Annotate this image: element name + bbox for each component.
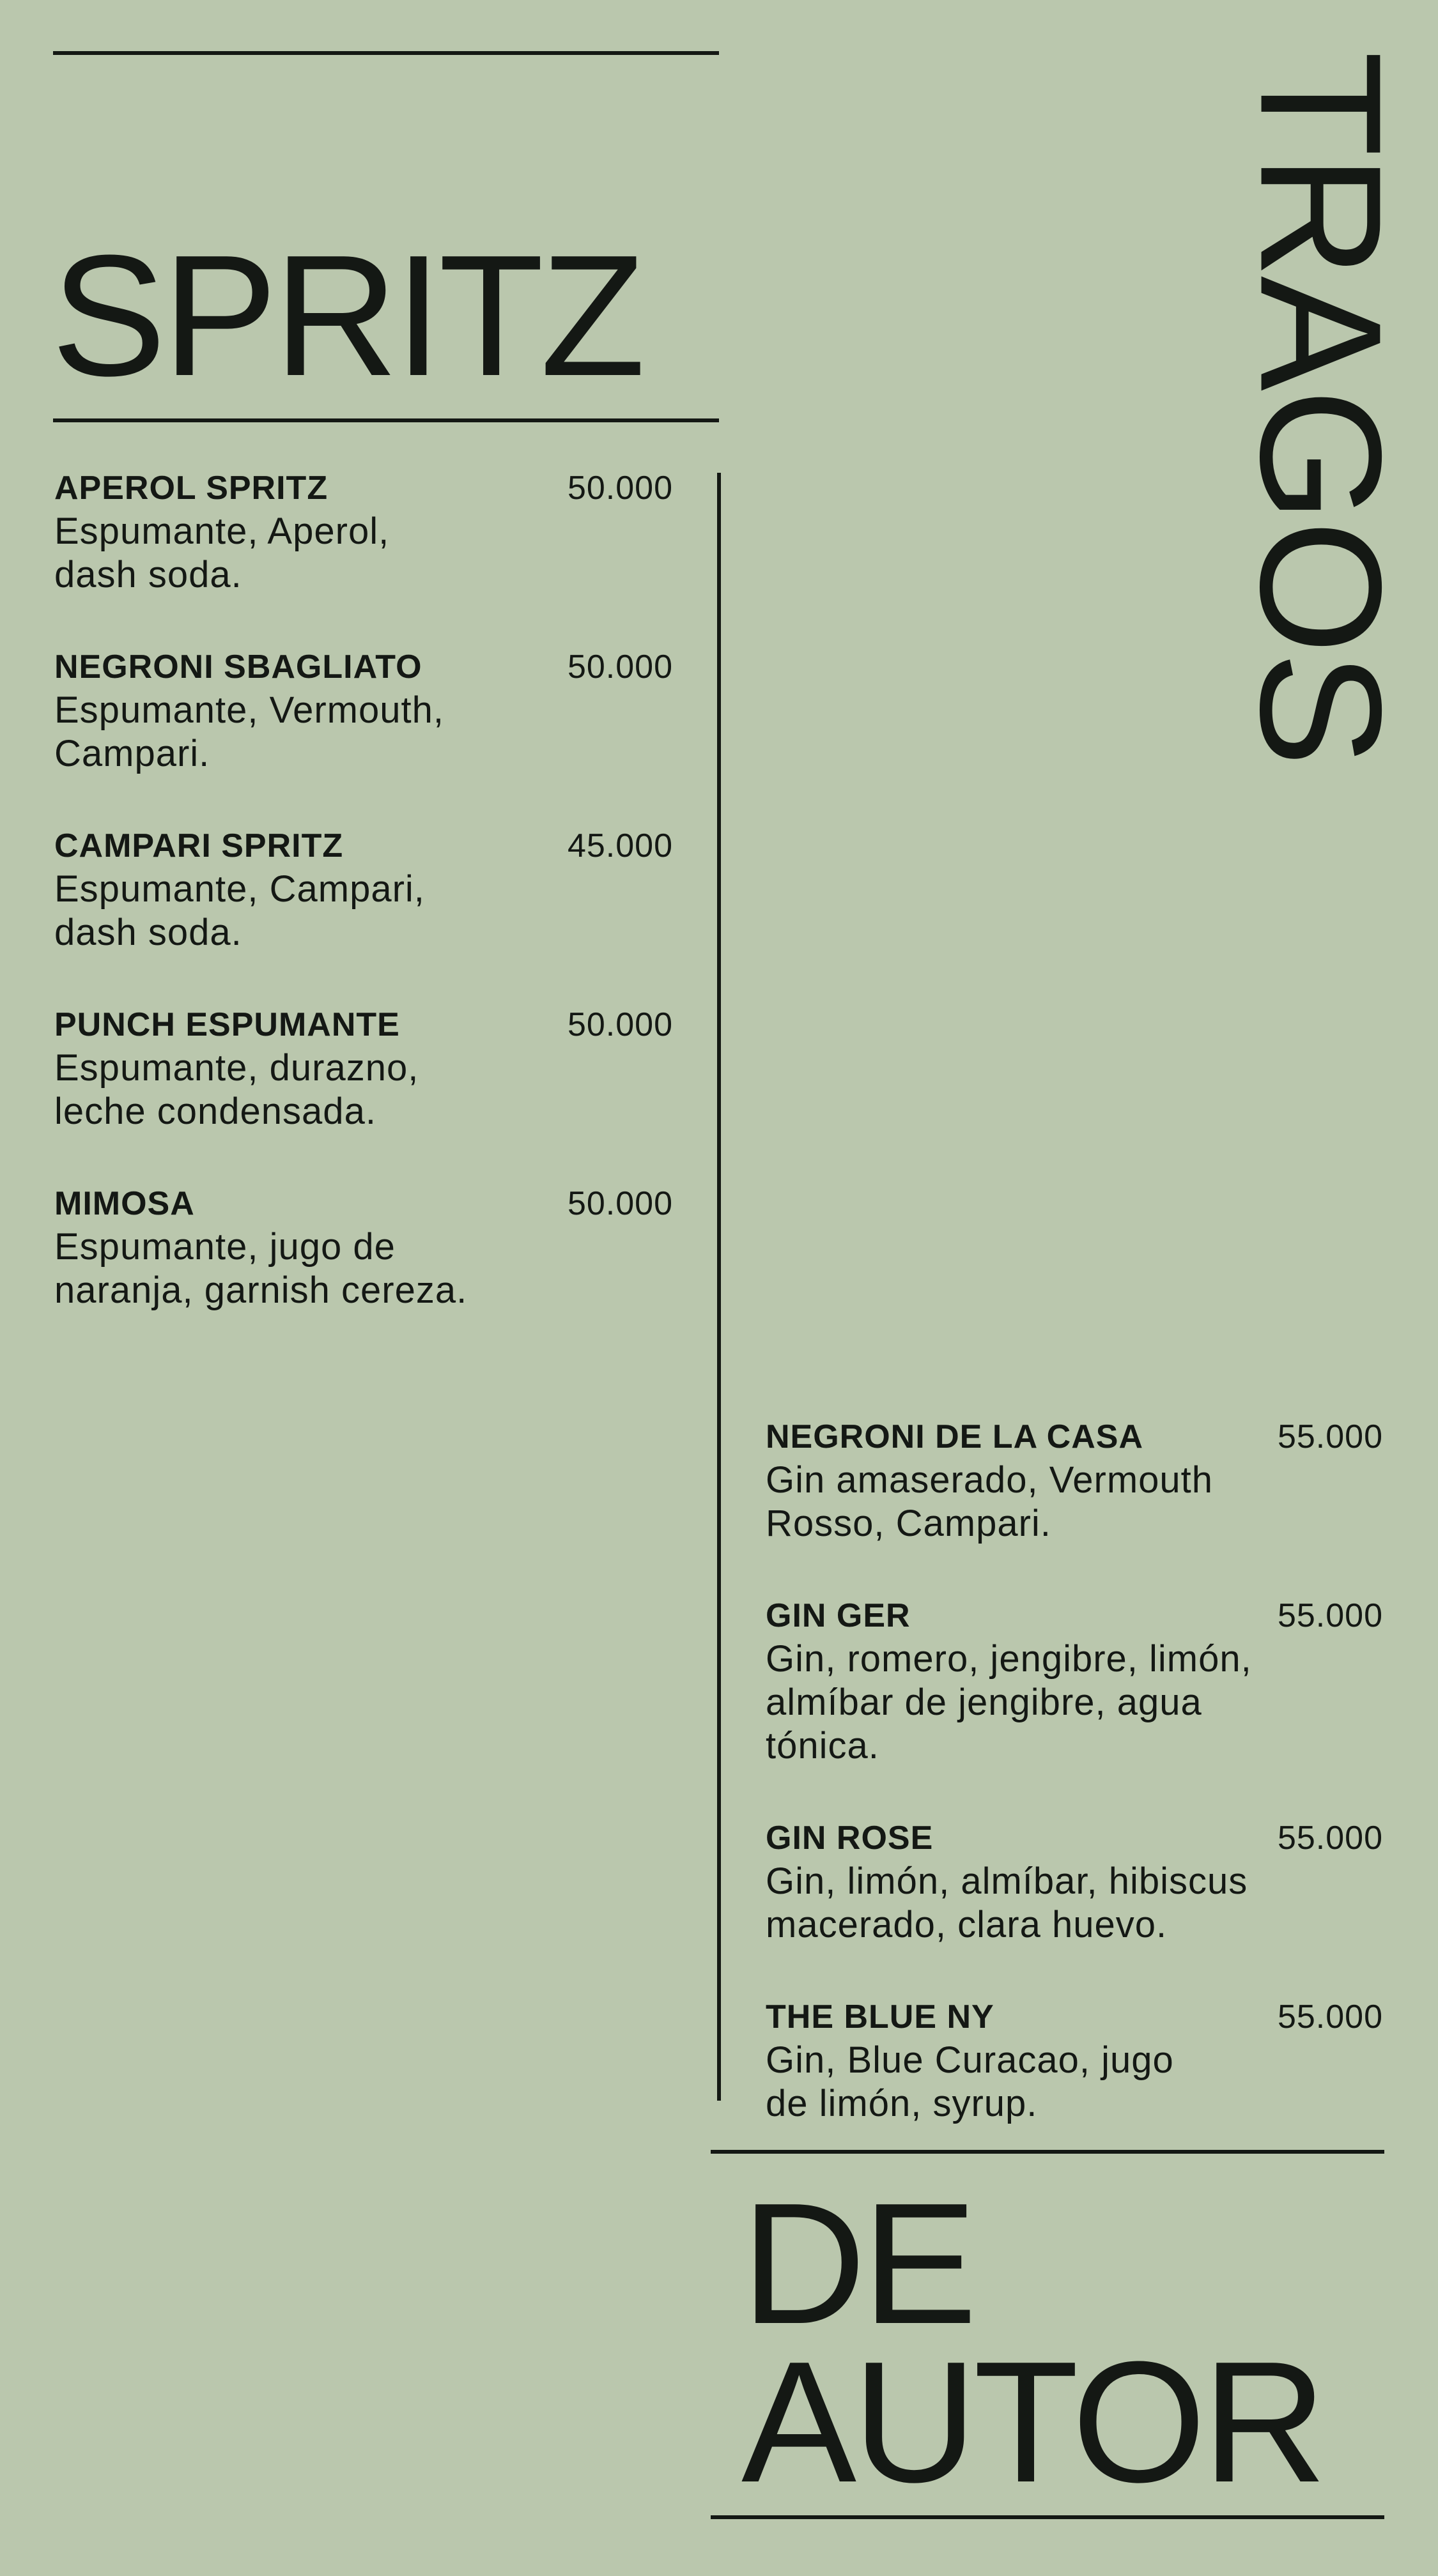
menu-item-negroni-sbagliato: [54, 645, 693, 776]
menu-item-campari-spritz: [54, 824, 693, 954]
item-name: THE BLUE NY: [766, 1998, 994, 2035]
de-autor-section-title: [741, 2168, 1324, 2519]
item-description: Espumante, jugo de naranja, garnish cereza.: [54, 1226, 468, 1311]
item-description: Gin, romero, jengibre, limón, almíbar de jengibre, agua tónica.: [766, 1638, 1252, 1767]
item-price: 55.000: [1277, 1998, 1383, 2035]
item-price: 50.000: [567, 648, 673, 686]
item-price: 50.000: [567, 470, 673, 507]
item-description: Gin, Blue Curacao, jugo de limón, syrup.: [766, 2039, 1174, 2124]
item-description: Gin amaserado, Vermouth Rosso, Campari.: [766, 1459, 1214, 1544]
item-name: APEROL SPRITZ: [54, 470, 329, 507]
item-name: NEGRONI SBAGLIATO: [54, 648, 422, 686]
item-price: 55.000: [1277, 1418, 1383, 1455]
de-autor-title-line2: AUTOR: [741, 2326, 1324, 2519]
spritz-bottom-rule: [53, 418, 719, 422]
column-divider: [717, 473, 721, 2101]
item-description: Gin, limón, almíbar, hibiscus macerado, clara huevo.: [766, 1860, 1248, 1945]
item-price: 45.000: [567, 827, 673, 864]
item-name: GIN ROSE: [766, 1820, 934, 1857]
item-description: Espumante, Aperol, dash soda.: [54, 510, 390, 595]
item-price: 50.000: [567, 1185, 673, 1222]
item-name: NEGRONI DE LA CASA: [766, 1418, 1143, 1455]
spritz-menu-list: [54, 466, 693, 1361]
menu-item-mimosa: [54, 1182, 693, 1312]
item-description: Espumante, Campari, dash soda.: [54, 868, 425, 953]
item-description: Espumante, durazno, leche condensada.: [54, 1047, 419, 1132]
menu-item-punch-espumante: [54, 1003, 693, 1133]
top-rule: [53, 51, 719, 55]
item-price: 55.000: [1277, 1820, 1383, 1857]
menu-item-aperol-spritz: [54, 466, 693, 597]
menu-item-the-blue-ny: [766, 1995, 1386, 2126]
de-autor-menu-list: [766, 1415, 1386, 2174]
menu-item-gin-ger: [766, 1594, 1386, 1768]
item-name: PUNCH ESPUMANTE: [54, 1006, 400, 1043]
tragos-vertical-title: TRAGOS: [1224, 51, 1417, 765]
item-price: 50.000: [567, 1006, 673, 1043]
item-name: GIN GER: [766, 1597, 911, 1634]
menu-item-gin-rose: [766, 1816, 1386, 1947]
menu-item-negroni-de-la-casa: [766, 1415, 1386, 1545]
de-autor-title-line1: DE: [741, 2168, 974, 2360]
item-name: MIMOSA: [54, 1185, 195, 1222]
item-description: Espumante, Vermouth, Campari.: [54, 689, 444, 774]
spritz-section-title: SPRITZ: [51, 220, 642, 412]
item-name: CAMPARI SPRITZ: [54, 827, 344, 864]
item-price: 55.000: [1277, 1597, 1383, 1634]
